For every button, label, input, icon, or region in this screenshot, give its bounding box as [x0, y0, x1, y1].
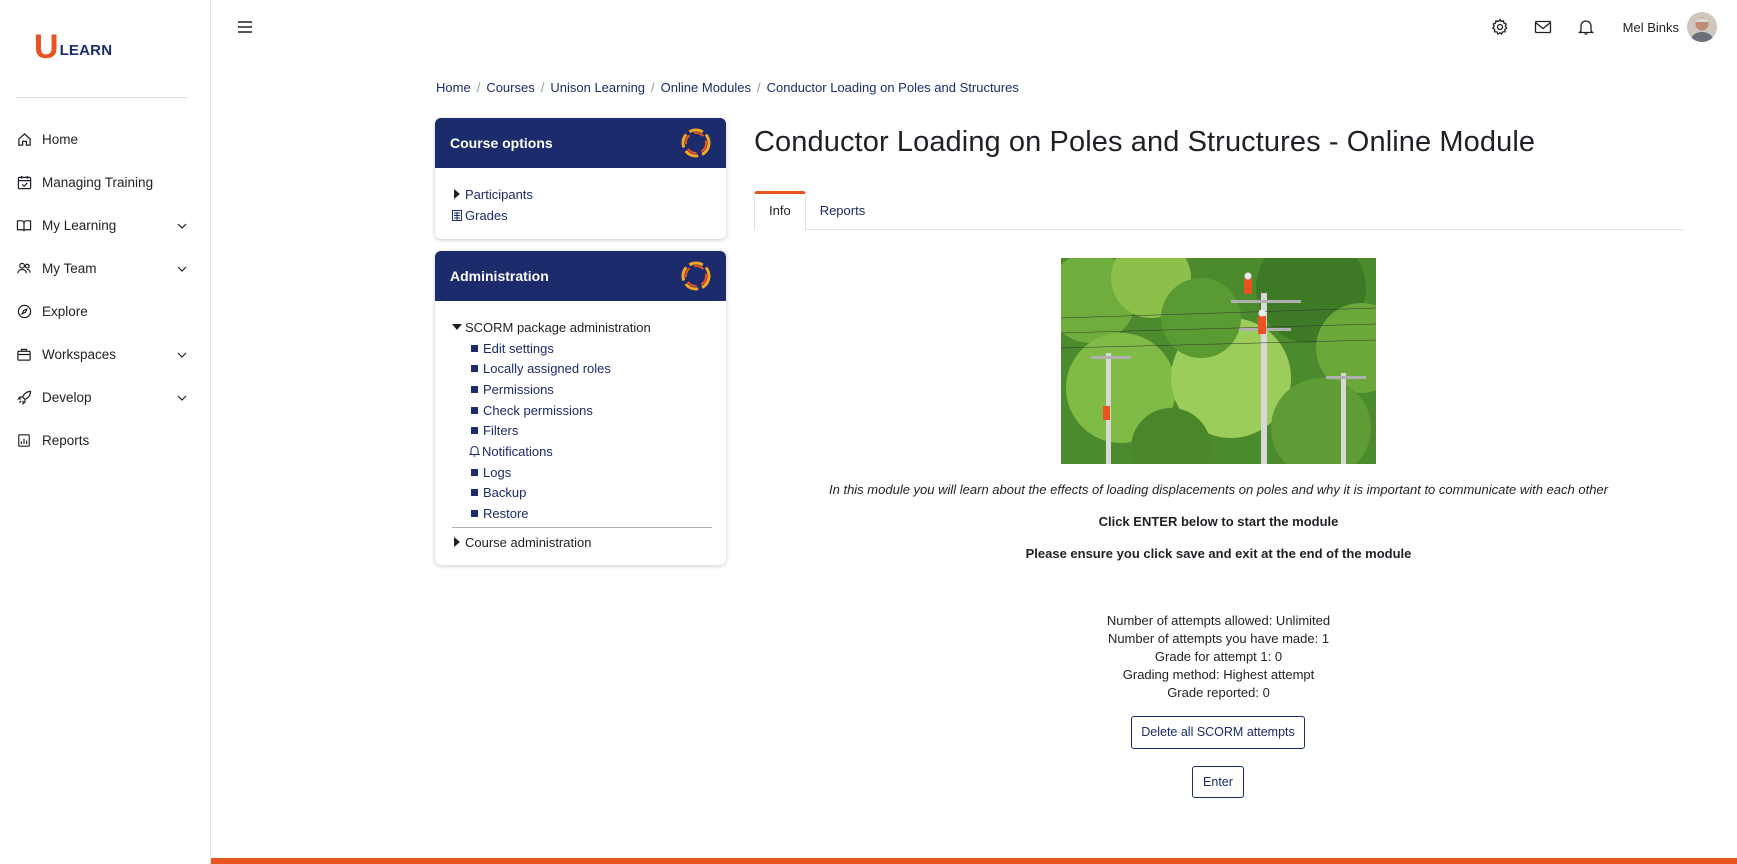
- instruction-start: Click ENTER below to start the module: [1098, 514, 1339, 529]
- attempts-made: Number of attempts you have made: 1: [1107, 631, 1330, 646]
- page-title: Conductor Loading on Poles and Structures - Online Module: [754, 126, 1536, 158]
- user-name[interactable]: Mel Binks: [1622, 19, 1679, 35]
- module-hero-image: [1061, 258, 1376, 464]
- chevron-down-icon[interactable]: [176, 392, 188, 404]
- tree-item-restore[interactable]: [452, 503, 712, 524]
- block-title: Administration: [450, 268, 549, 284]
- tree-item-filters[interactable]: [452, 420, 712, 441]
- briefcase-icon: [16, 347, 32, 363]
- sidebar-item-label: Reports: [42, 433, 90, 448]
- triangle-right-icon: [452, 189, 462, 199]
- bullet-icon: [471, 386, 478, 393]
- hamburger-menu-icon[interactable]: [236, 18, 254, 36]
- filters-link[interactable]: Filters: [483, 423, 519, 439]
- course-admin-label: Course administration: [465, 534, 592, 550]
- tab-bar: [754, 191, 1683, 230]
- module-description: In this module you will learn about the effects of loading displacements on poles and why it is important to communicate with each other: [829, 482, 1608, 497]
- home-icon: [16, 132, 32, 148]
- tree-item-permissions[interactable]: [452, 379, 712, 400]
- scorm-admin-label: SCORM package administration: [465, 319, 651, 335]
- attempt-stats: [754, 612, 1683, 702]
- check-permissions-link[interactable]: Check permissions: [483, 402, 593, 418]
- sidebar-item-explore[interactable]: [0, 290, 210, 333]
- edit-settings-link[interactable]: Edit settings: [483, 340, 554, 356]
- grading-method: Grading method: Highest attempt: [1122, 667, 1315, 682]
- footer-accent-bar: [211, 858, 1737, 864]
- chevron-down-icon[interactable]: [176, 349, 188, 361]
- sidebar-item-my-learning[interactable]: [0, 204, 210, 247]
- enter-button[interactable]: Enter: [1192, 766, 1244, 798]
- left-sidebar: [0, 0, 211, 864]
- block-divider: [452, 527, 712, 528]
- course-options-header: [435, 118, 726, 168]
- sidebar-item-label: Explore: [42, 304, 88, 319]
- sidebar-item-label: My Learning: [42, 218, 117, 233]
- tree-item-check-permissions[interactable]: [452, 400, 712, 421]
- tab-reports[interactable]: Reports: [819, 203, 866, 218]
- breadcrumb-separator: /: [651, 80, 655, 95]
- breadcrumb-home[interactable]: Home: [436, 80, 471, 95]
- breadcrumb-online-modules[interactable]: Online Modules: [660, 80, 751, 95]
- grade-attempt: Grade for attempt 1: 0: [1154, 649, 1283, 664]
- bullet-icon: [471, 510, 478, 517]
- bell-icon[interactable]: [1577, 18, 1595, 36]
- breadcrumb-separator: /: [757, 80, 761, 95]
- tree-item-scorm-admin[interactable]: [452, 317, 712, 338]
- breadcrumb-separator: /: [476, 80, 481, 95]
- rocket-icon: [16, 390, 32, 406]
- tree-item-participants[interactable]: [452, 184, 712, 205]
- sidebar-item-develop[interactable]: [0, 376, 210, 419]
- logs-link[interactable]: Logs: [483, 464, 512, 480]
- bullet-icon: [471, 469, 478, 476]
- instruction-save: Please ensure you click save and exit at the end of the module: [1025, 546, 1412, 561]
- users-icon: [16, 261, 32, 277]
- breadcrumb-current-course[interactable]: Conductor Loading on Poles and Structures: [766, 80, 1019, 95]
- breadcrumb: [436, 80, 1019, 95]
- sidebar-item-workspaces[interactable]: [0, 333, 210, 376]
- logo-text: LEARN: [59, 42, 113, 59]
- tree-item-locally-assigned-roles[interactable]: [452, 358, 712, 379]
- sidebar-item-label: Develop: [42, 390, 92, 405]
- grades-icon: [452, 210, 462, 220]
- administration-header: [435, 251, 726, 301]
- calendar-check-icon: [16, 175, 32, 191]
- breadcrumb-unison-learning[interactable]: Unison Learning: [550, 80, 646, 95]
- unison-swirl-logo-icon: [680, 127, 712, 159]
- avatar[interactable]: [1687, 12, 1717, 42]
- sidebar-item-reports[interactable]: [0, 419, 210, 462]
- logo-u: U: [34, 28, 59, 66]
- locally-assigned-roles-link[interactable]: Locally assigned roles: [483, 361, 611, 377]
- tree-item-notifications[interactable]: [452, 441, 712, 462]
- breadcrumb-separator: /: [540, 80, 545, 95]
- grades-link[interactable]: Grades: [465, 207, 508, 223]
- bullet-icon: [471, 489, 478, 496]
- compass-icon: [16, 304, 32, 320]
- sidebar-item-label: Home: [42, 132, 79, 147]
- triangle-right-icon: [452, 537, 462, 547]
- chevron-down-icon[interactable]: [176, 263, 188, 275]
- gear-icon[interactable]: [1491, 18, 1509, 36]
- attempts-allowed: Number of attempts allowed: Unlimited: [1106, 613, 1331, 628]
- permissions-link[interactable]: Permissions: [483, 381, 554, 397]
- notifications-link[interactable]: Notifications: [482, 443, 553, 459]
- topbar-right: [1491, 10, 1737, 44]
- bell-icon: [469, 445, 480, 457]
- block-title: Course options: [450, 135, 553, 151]
- ulearn-logo[interactable]: [34, 28, 113, 66]
- sidebar-item-my-team[interactable]: [0, 247, 210, 290]
- sidebar-divider: [16, 97, 188, 98]
- sidebar-item-label: My Team: [42, 261, 97, 276]
- administration-block: [435, 251, 726, 565]
- sidebar-item-label: Managing Training: [42, 175, 154, 190]
- delete-attempts-button[interactable]: Delete all SCORM attempts: [1131, 716, 1305, 749]
- chevron-down-icon[interactable]: [176, 220, 188, 232]
- book-open-icon: [16, 218, 32, 234]
- grade-reported: Grade reported: 0: [1167, 685, 1270, 700]
- breadcrumb-courses[interactable]: Courses: [486, 80, 535, 95]
- tree-item-course-admin[interactable]: [452, 532, 712, 553]
- unison-swirl-logo-icon: [680, 260, 712, 292]
- sidebar-item-home[interactable]: [0, 118, 210, 161]
- sidebar-nav: [0, 118, 210, 462]
- triangle-down-icon: [452, 322, 462, 332]
- tree-item-grades[interactable]: [452, 205, 712, 226]
- bullet-icon: [471, 345, 478, 352]
- envelope-icon[interactable]: [1534, 18, 1552, 36]
- sidebar-item-managing-training[interactable]: [0, 161, 210, 204]
- course-options-block: [435, 118, 726, 239]
- tree-item-edit-settings[interactable]: [452, 338, 712, 359]
- tree-item-backup[interactable]: [452, 483, 712, 504]
- tree-item-logs[interactable]: [452, 462, 712, 483]
- backup-link[interactable]: Backup: [483, 485, 527, 501]
- sidebar-item-label: Workspaces: [42, 347, 117, 362]
- bar-chart-icon: [16, 433, 32, 449]
- bullet-icon: [471, 427, 478, 434]
- bullet-icon: [471, 365, 478, 372]
- tab-info[interactable]: Info: [754, 191, 806, 231]
- participants-link[interactable]: Participants: [465, 186, 533, 202]
- restore-link[interactable]: Restore: [483, 506, 529, 522]
- bullet-icon: [471, 407, 478, 414]
